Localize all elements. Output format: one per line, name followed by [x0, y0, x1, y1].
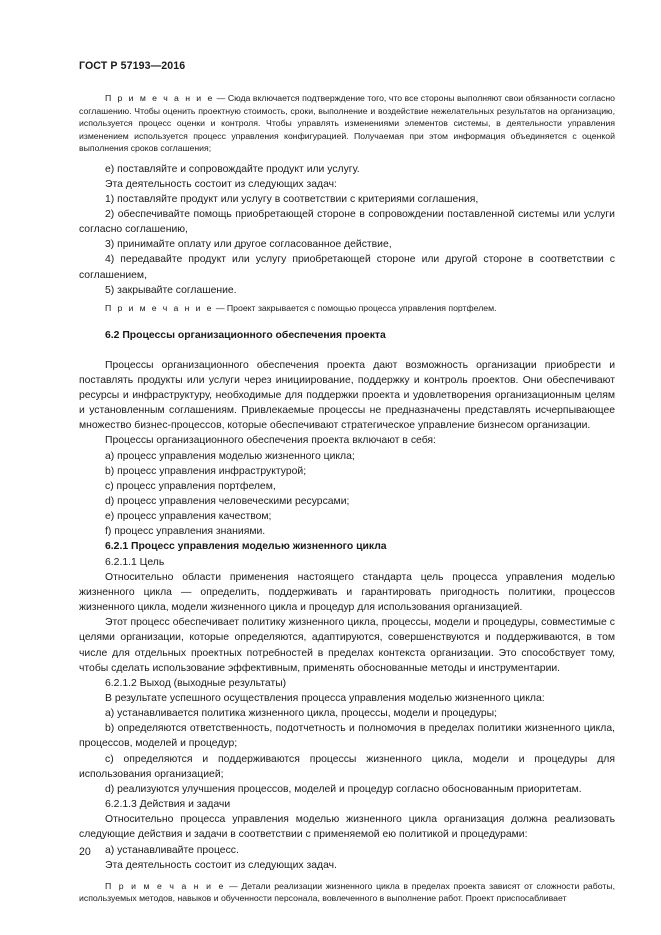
section-heading: 6.2 Процессы организационного обеспечения проекта — [105, 330, 386, 342]
note-text: — Сюда включается подтверждение того, что все стороны выполняют свои обязанности согласно соглашению. Чтобы оценить проектную стоимость, сроки, выполнение и воздействие нежелательных результатов на организацию, используется процесс оценки и контроля. Чтобы управлять изменениями элементов системы, в деятельности управления изменением используется процесс управления конфигурацией. Получаемая при этом информация объединяется с оценкой выполнения сроков соглашения; — [79, 93, 615, 153]
list-intro: Процессы организационного обеспечения проекта включают в себя: — [105, 435, 436, 447]
task-item: 5) закрывайте соглашение. — [105, 284, 237, 296]
activity-intro: Эта деятельность состоит из следующих задач: — [105, 178, 337, 190]
list-item: e) процесс управления качеством; — [105, 511, 272, 523]
task-item: 3) принимайте оплату или другое согласованное действие, — [105, 239, 392, 251]
paragraph: Процессы организационного обеспечения проекта дают возможность организации приобрести и поставлять продукты или услуги через инициирование, поддержку и контроль проектов. Они обеспечивают ресурсы и инфраструктуру, необходимые для поддержки проекта и удовлетворения организационным целям и установленным соглашениям. Привлекаемые процессы не предназначены представлять исчерпывающее множество бизнес-процессов, которые обеспечивают стратегическое управление бизнесом организации. — [79, 359, 615, 432]
note-text: — Проект закрывается с помощью процесса управления портфелем. — [213, 302, 497, 313]
task-item: 4) передавайте продукт или услугу приобретающей стороне или другой стороне в соответствии с соглашением, — [79, 254, 615, 281]
list-item: c) определяются и поддерживаются процессы жизненного цикла, модели и процедуры для использования организацией; — [79, 753, 615, 780]
list-item: c) процесс управления портфелем, — [105, 480, 276, 492]
task-item: 1) поставляйте продукт или услугу в соответствии с критериями соглашения, — [105, 193, 479, 205]
paragraph: Этот процесс обеспечивает политику жизненного цикла, процессы, модели и процедуры, совместимые с целями организации, которые определяются, адаптируются, совершенствуются и поддерживаются, в том числе для отдельных проектных потребностей в пределах контекста организации. Это способствует тому, чтобы сделать использование эффективным, применять обоснованные методы и инструментарии. — [79, 617, 615, 674]
note-block-2 — [79, 302, 615, 315]
clause-heading: 6.2.1.1 Цель — [105, 556, 165, 568]
subsection-heading: 6.2.1 Процесс управления моделью жизненного цикла — [105, 541, 387, 553]
note-block-1 — [79, 92, 615, 155]
list-item: d) процесс управления человеческими ресурсами; — [105, 495, 350, 507]
note-label: П р и м е ч а н и е — [105, 880, 226, 891]
standard-header: ГОСТ Р 57193—2016 — [79, 60, 186, 72]
activity-intro: Эта деятельность состоит из следующих задач. — [105, 859, 337, 871]
note-label: П р и м е ч а н и е — [105, 302, 214, 313]
clause-heading: 6.2.1.3 Действия и задачи — [105, 799, 231, 811]
note-text: — Детали реализации жизненного цикла в пределах проекта зависят от сложности работы, используемых методов, навыков и обученности персонала, вовлеченного в выполнение работ. Проект приспосабливает — [79, 880, 615, 904]
list-item: b) процесс управления инфраструктурой; — [105, 465, 307, 477]
task-item: 2) обеспечивайте помощь приобретающей стороне в сопровождении поставленной системы или услуги согласно соглашению, — [79, 208, 615, 236]
list-item: a) устанавливайте процесс. — [105, 844, 239, 856]
paragraph: В результате успешного осуществления процесса управления моделью жизненного цикла: — [105, 693, 545, 704]
list-item: f) процесс управления знаниями. — [105, 526, 266, 538]
list-item: d) реализуются улучшения процессов, моделей и процедур согласно обоснованным приоритетам. — [105, 783, 582, 795]
paragraph: Относительно процесса управления моделью жизненного цикла организация должна реализовать следующие действия и задачи в соответствии с применяемой ею политикой и процедурами: — [79, 814, 615, 841]
page-number: 20 — [79, 846, 91, 858]
list-item: b) определяются ответственность, подотчетность и полномочия в пределах политики жизненного цикла, процессов, моделей и процедур; — [79, 723, 615, 750]
note-block-3 — [79, 880, 615, 905]
list-item: a) процесс управления моделью жизненного цикла; — [105, 450, 355, 462]
list-item: e) поставляйте и сопровождайте продукт или услугу. — [105, 163, 360, 175]
paragraph: Относительно области применения настоящего стандарта цель процесса управления моделью жизненного цикла — определить, поддерживать и гарантировать пригодность политики, процессов жизненного цикла, модели жизненного цикла и процедур для использования организацией. — [79, 571, 615, 614]
note-label: П р и м е ч а н и е — [105, 93, 215, 103]
list-item: a) устанавливается политика жизненного цикла, процессы, модели и процедуры; — [105, 708, 497, 720]
clause-heading: 6.2.1.2 Выход (выходные результаты) — [105, 677, 287, 689]
page-body — [79, 92, 615, 905]
